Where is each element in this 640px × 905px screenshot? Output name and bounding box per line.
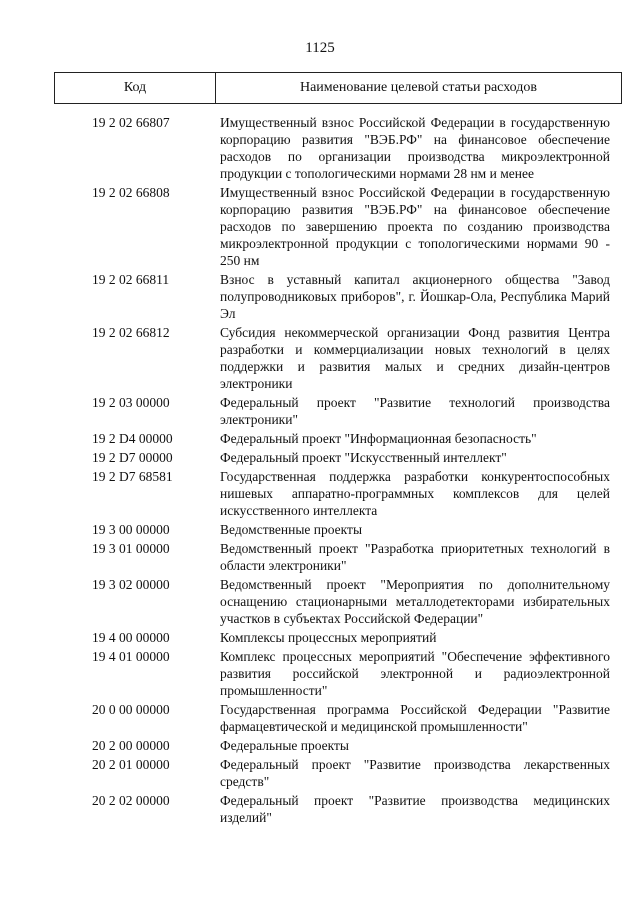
table-row <box>0 468 640 519</box>
table-row <box>0 756 640 790</box>
table-row <box>0 449 640 466</box>
row-name: Федеральный проект "Развитие производства медицинских изделий" <box>220 793 610 825</box>
row-name: Ведомственные проекты <box>220 522 363 537</box>
row-name: Комплексы процессных мероприятий <box>220 630 437 645</box>
table-row <box>0 701 640 735</box>
table-row <box>0 540 640 574</box>
row-name: Федеральный проект "Информационная безопасность" <box>220 431 537 446</box>
table-row <box>0 271 640 322</box>
row-code: 19 4 00 00000 <box>92 630 170 645</box>
table-row <box>0 792 640 826</box>
row-code: 19 2 02 66811 <box>92 272 170 287</box>
page-number: 1125 <box>305 40 335 56</box>
row-code: 19 3 02 00000 <box>92 577 170 592</box>
table-row <box>0 737 640 754</box>
row-code: 19 2 D4 00000 <box>92 431 173 446</box>
table-body <box>0 114 640 828</box>
row-name: Имущественный взнос Российской Федерации в государственную корпорацию развития "ВЭБ.РФ" на финансовое обеспечение расходов по организации производства микроэлектронной продукции с топологическими нормами 28 нм и менее <box>220 115 610 181</box>
table-row <box>0 629 640 646</box>
row-code: 19 2 D7 68581 <box>92 469 173 484</box>
row-name: Ведомственный проект "Мероприятия по дополнительному оснащению стационарными металлодетекторами избирательных участков в субъектах Российской Федерации" <box>220 577 610 626</box>
table-row <box>0 324 640 392</box>
row-code: 19 3 01 00000 <box>92 541 170 556</box>
row-code: 19 2 02 66807 <box>92 115 170 130</box>
row-name: Комплекс процессных мероприятий "Обеспечение эффективного развития российской электронной и радиоэлектронной промышленности" <box>220 649 610 698</box>
row-code: 20 2 00 00000 <box>92 738 170 753</box>
row-name: Федеральные проекты <box>220 738 349 753</box>
row-name: Ведомственный проект "Разработка приоритетных технологий в области электроники" <box>220 541 610 573</box>
header-code: Код <box>55 73 216 103</box>
row-code: 20 2 01 00000 <box>92 757 170 772</box>
row-name: Государственная поддержка разработки конкурентоспособных нишевых аппаратно-программных комплексов для целей искусственного интеллекта <box>220 469 610 518</box>
table-row <box>0 521 640 538</box>
row-name: Федеральный проект "Развитие производства лекарственных средств" <box>220 757 610 789</box>
row-code: 20 0 00 00000 <box>92 702 170 717</box>
table-row <box>0 394 640 428</box>
row-code: 19 2 02 66812 <box>92 325 170 340</box>
row-code: 19 4 01 00000 <box>92 649 170 664</box>
table-row <box>0 184 640 269</box>
row-name: Федеральный проект "Искусственный интеллект" <box>220 450 507 465</box>
row-code: 20 2 02 00000 <box>92 793 170 808</box>
table-row <box>0 648 640 699</box>
table-row <box>0 114 640 182</box>
header-name: Наименование целевой статьи расходов <box>299 80 538 95</box>
row-code: 19 2 03 00000 <box>92 395 170 410</box>
row-name: Субсидия некоммерческой организации Фонд развития Центра разработки и коммерциализации новых технологий в целях поддержки и развития малых и средних дизайн-центров электроники <box>220 325 610 391</box>
table-row <box>0 430 640 447</box>
row-code: 19 2 D7 00000 <box>92 450 173 465</box>
row-name: Взнос в уставный капитал акционерного общества "Завод полупроводниковых приборов", г. Йошкар-Ола, Республика Марий Эл <box>220 272 610 321</box>
table-header <box>54 72 622 104</box>
row-name: Государственная программа Российской Федерации "Развитие фармацевтической и медицинской промышленности" <box>220 702 610 734</box>
table-row <box>0 576 640 627</box>
row-code: 19 2 02 66808 <box>92 185 170 200</box>
row-name: Имущественный взнос Российской Федерации в государственную корпорацию развития "ВЭБ.РФ" на финансовое обеспечение расходов по завершению проекта по созданию производства микроэлектронной продукции с топологическими нормами 90 - 250 нм <box>220 185 610 268</box>
row-code: 19 3 00 00000 <box>92 522 170 537</box>
row-name: Федеральный проект "Развитие технологий производства электроники" <box>220 395 610 427</box>
